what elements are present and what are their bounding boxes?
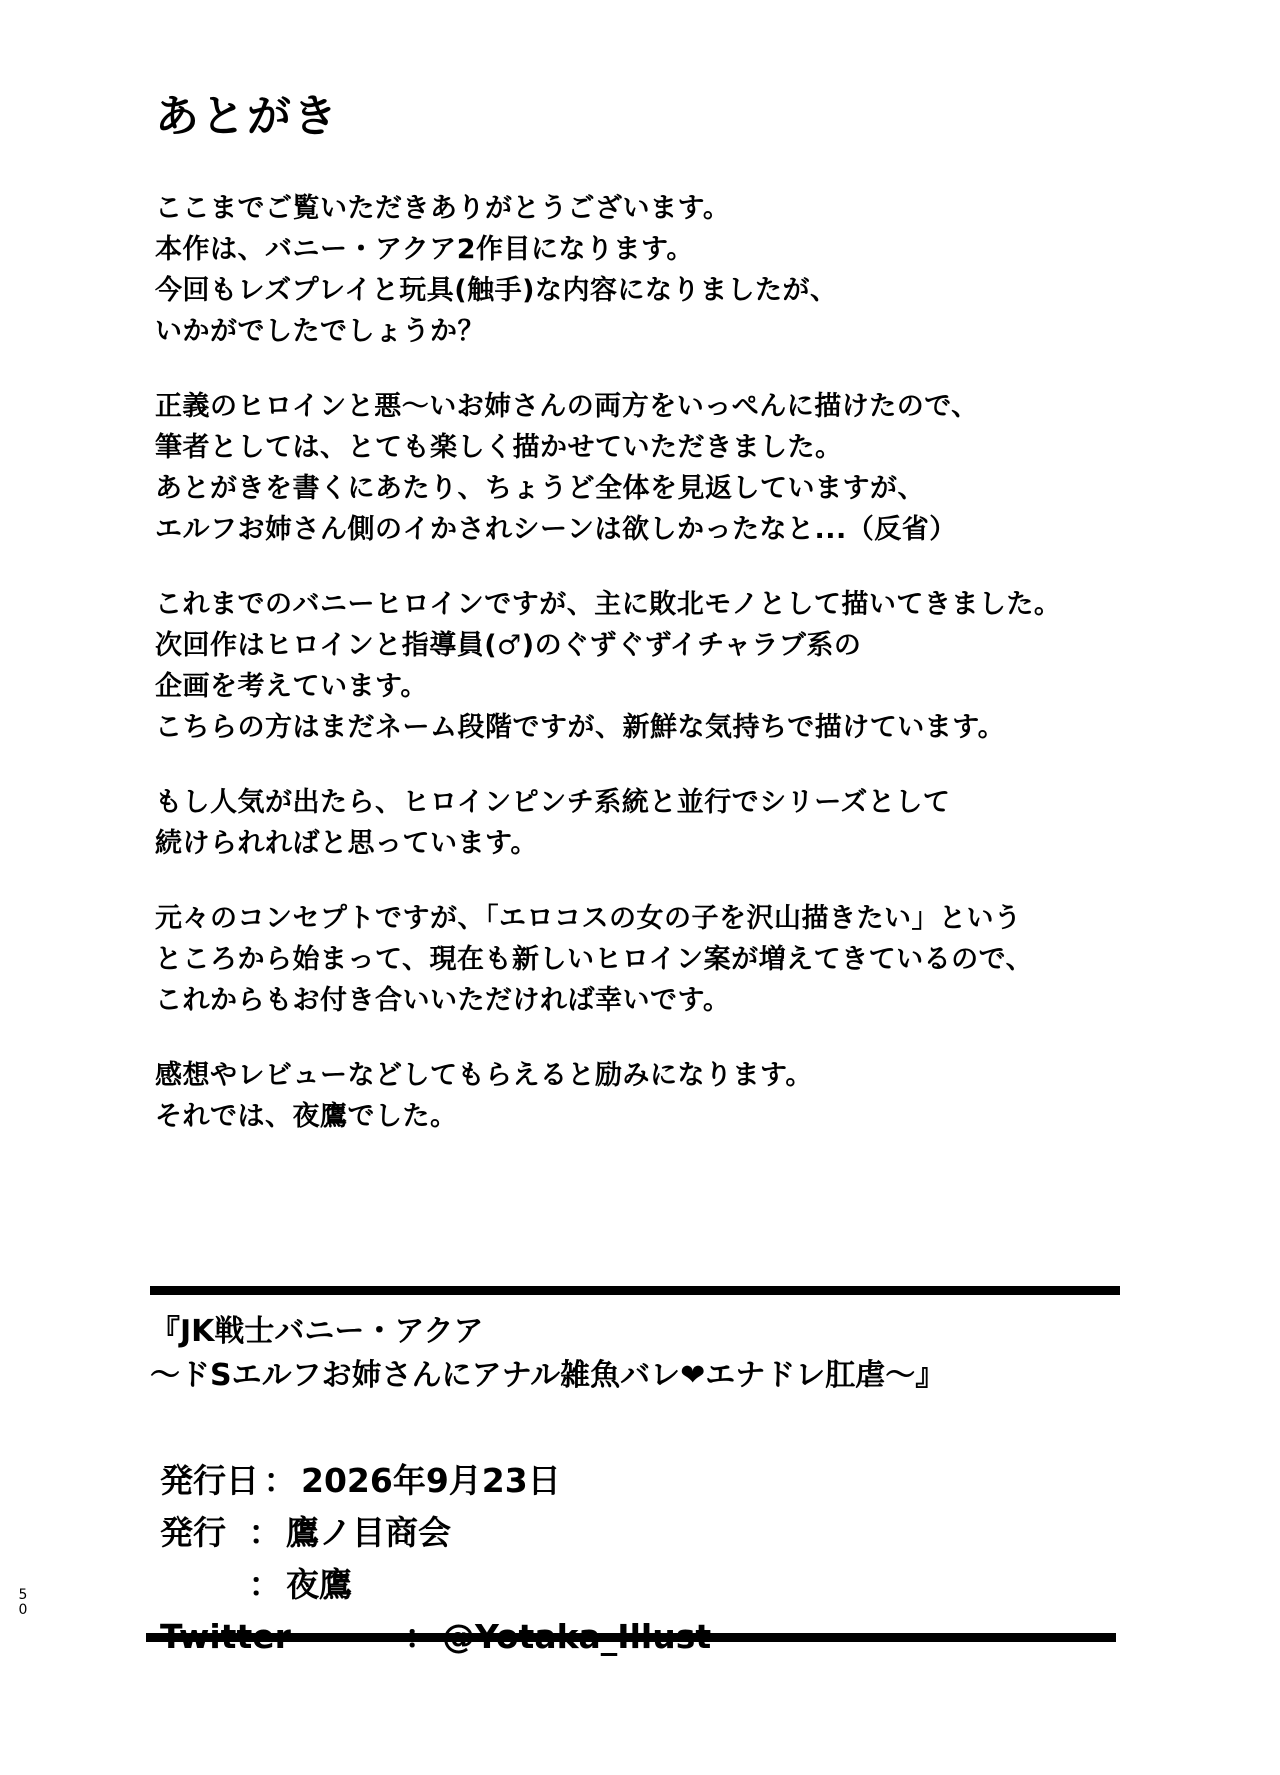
afterword-line: あとがきを書くにあたり、ちょうど全体を見返していますが、 — [155, 473, 925, 504]
author-value: 夜鷹 — [286, 1565, 352, 1604]
publish-date-row — [160, 1455, 711, 1507]
afterword-line: 筆者としては、とても楽しく描かせていただきました。 — [155, 432, 843, 463]
afterword-line: 次回作はヒロインと指導員(♂)のぐずぐずイチャラブ系の — [155, 630, 862, 661]
afterword-line: 続けられればと思っています。 — [155, 828, 538, 859]
afterword-line: 元々のコンセプトですが、「エロコスの女の子を沢山描きたい」という — [155, 903, 1022, 934]
publisher-label: 発行 — [160, 1513, 226, 1552]
colophon-info — [160, 1455, 711, 1663]
publish-date-value: 2026年9月23日 — [301, 1461, 561, 1500]
colophon-top-rule — [150, 1286, 1120, 1295]
afterword-paragraph-5 — [155, 898, 1155, 1021]
separator: ： — [263, 1461, 297, 1500]
afterword-line: ここまでご覧いただきありがとうございます。 — [155, 193, 731, 224]
afterword-paragraph-6 — [155, 1055, 1155, 1137]
separator: ： — [248, 1513, 282, 1552]
page-number: 50 — [18, 1587, 28, 1618]
separator: ： — [248, 1565, 282, 1604]
publisher-value: 鷹ノ目商会 — [286, 1513, 451, 1552]
afterword-body — [155, 188, 1155, 1171]
afterword-paragraph-1 — [155, 188, 1155, 352]
afterword-line: こちらの方はまだネーム段階ですが、新鮮な気持ちで描けています。 — [155, 712, 1006, 743]
afterword-line: 感想やレビューなどしてもらえると励みになります。 — [155, 1060, 813, 1091]
afterword-heading: あとがき — [155, 91, 339, 142]
afterword-line: 正義のヒロインと悪～いお姉さんの両方をいっぺんに描けたので、 — [155, 391, 979, 422]
publisher-row — [160, 1507, 711, 1559]
afterword-line: これまでのバニーヒロインですが、主に敗北モノとして描いてきました。 — [155, 589, 1062, 620]
afterword-paragraph-4 — [155, 782, 1155, 864]
afterword-line: エルフお姉さん側のイかされシーンは欲しかったなと...（反省） — [155, 514, 957, 545]
afterword-line: ところから始まって、現在も新しいヒロイン案が増えてきているので、 — [155, 944, 1034, 975]
afterword-line: これからもお付き合いいただければ幸いです。 — [155, 985, 731, 1016]
afterword-line: もし人気が出たら、ヒロインピンチ系統と並行でシリーズとして — [155, 787, 951, 818]
afterword-line: 今回もレズプレイと玩具(触手)な内容になりましたが、 — [155, 275, 838, 306]
afterword-line: 企画を考えています。 — [155, 671, 428, 702]
publish-date-label: 発行日 — [160, 1461, 259, 1500]
afterword-line: それでは、夜鷹でした。 — [155, 1101, 458, 1132]
colophon-book-title — [150, 1310, 945, 1398]
afterword-paragraph-2 — [155, 386, 1155, 550]
author-row — [160, 1559, 711, 1611]
book-title-line-1: 『JK戦士バニー・アクア — [150, 1314, 484, 1349]
book-title-line-2: ～ドSエルフお姉さんにアナル雑魚バレ❤エナドレ肛虐～』 — [150, 1358, 946, 1393]
afterword-line: いかがでしたでしょうか？ — [155, 316, 485, 347]
afterword-paragraph-3 — [155, 584, 1155, 748]
colophon-bottom-rule — [146, 1633, 1116, 1642]
afterword-line: 本作は、バニー・アクア2作目になります。 — [155, 234, 694, 265]
